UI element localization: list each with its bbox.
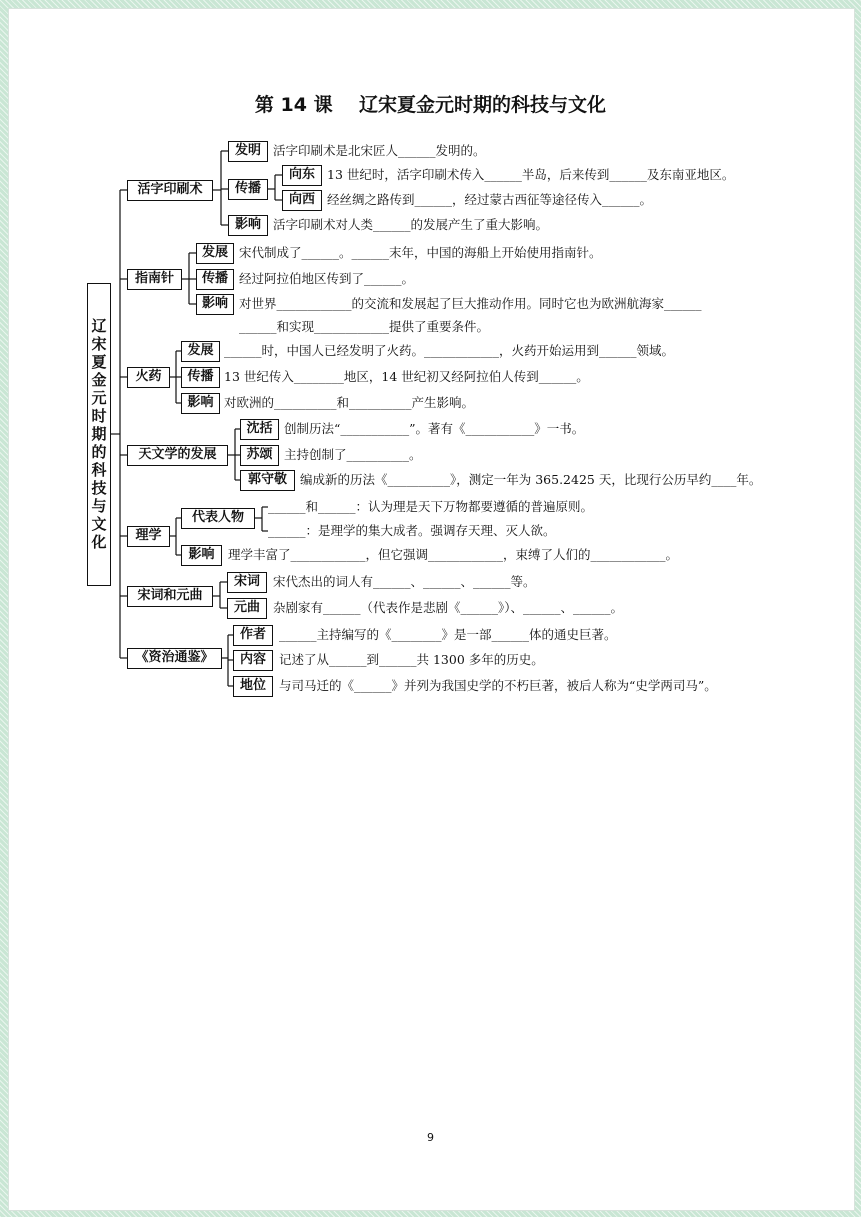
sub-box-invention: 发明 (228, 141, 268, 162)
sub-box-author: 作者 (233, 625, 273, 646)
sub-box-guo-shoujing: 郭守敬 (240, 470, 295, 491)
fill-line-neo-confucianism-influence: 理学丰富了____________，但它强调____________，束缚了人们的____________。 (228, 547, 679, 562)
fill-line-gunpowder-influence: 对欧洲的__________和__________产生影响。 (224, 395, 475, 410)
fill-line-westward: 经丝绸之路传到______，经过蒙古西征等途径传入______。 (327, 192, 653, 207)
root-topic-box: 辽宋夏金元时期的科技与文化 (87, 283, 111, 586)
page-number: 9 (427, 1131, 434, 1144)
fill-line-movable-type-influence: 活字印刷术对人类______的发展产生了重大影响。 (273, 217, 549, 232)
sub-box-influence: 影响 (196, 294, 234, 315)
fill-line-author: ______主持编写的《________》是一部______体的通史巨著。 (279, 627, 617, 642)
topic-box-zizhi-tongjian: 《资治通鉴》 (127, 648, 222, 669)
topic-box-song-ci-yuan-qu: 宋词和元曲 (127, 586, 213, 607)
sub-box-song-ci: 宋词 (227, 572, 267, 593)
topic-box-gunpowder: 火药 (127, 367, 170, 388)
sub-box-content: 内容 (233, 650, 273, 671)
fill-line-guo-shoujing: 编成新的历法《__________》，测定一年为 365.2425 天，比现行公历早约____年。 (300, 472, 762, 487)
sub-box-status: 地位 (233, 676, 273, 697)
topic-box-movable-type: 活字印刷术 (127, 180, 213, 201)
fill-line-representatives-2: ______：是理学的集大成者。强调存天理、灭人欲。 (268, 523, 556, 538)
sub-box-su-song: 苏颂 (240, 445, 279, 466)
page-title: 第 14 课 辽宋夏金元时期的科技与文化 (254, 94, 607, 116)
fill-line-movable-type-invention: 活字印刷术是北宋匠人______发明的。 (273, 143, 486, 158)
sub-box-yuan-qu: 元曲 (227, 598, 267, 619)
fill-line-gunpowder-development: ______时，中国人已经发明了火药。____________，火药开始运用到______领域。 (224, 343, 675, 358)
sub-box-westward: 向西 (282, 190, 322, 211)
fill-line-compass-spread: 经过阿拉伯地区传到了______。 (239, 271, 415, 286)
sub-box-eastward: 向东 (282, 165, 322, 186)
fill-line-status: 与司马迁的《______》并列为我国史学的不朽巨著，被后人称为“史学两司马”。 (279, 678, 717, 693)
fill-line-compass-development: 宋代制成了______。______末年，中国的海船上开始使用指南针。 (239, 245, 602, 260)
sub-box-spread: 传播 (228, 179, 268, 200)
sub-box-development: 发展 (181, 341, 220, 362)
fill-line-shen-kuo: 创制历法“___________”。著有《___________》一书。 (284, 421, 585, 436)
sub-box-influence: 影响 (181, 393, 220, 414)
sub-box-representatives: 代表人物 (181, 508, 255, 529)
fill-line-yuan-qu: 杂剧家有______（代表作是悲剧《______》）、______、______。 (273, 600, 624, 615)
fill-line-su-song: 主持创制了__________。 (284, 447, 422, 462)
sub-box-shen-kuo: 沈括 (240, 419, 279, 440)
sub-box-development: 发展 (196, 243, 234, 264)
sub-box-influence: 影响 (228, 215, 268, 236)
topic-box-astronomy: 天文学的发展 (127, 445, 228, 466)
sub-box-spread: 传播 (181, 367, 220, 388)
fill-line-representatives-1: ______和______：认为理是天下万物都要遵循的普遍原则。 (268, 499, 594, 514)
fill-line-gunpowder-spread: 13 世纪传入________地区，14 世纪初又经阿拉伯人传到______。 (224, 369, 589, 384)
fill-line-compass-influence-cont: ______和实现____________提供了重要条件。 (239, 319, 490, 334)
topic-box-compass: 指南针 (127, 269, 182, 290)
topic-box-neo-confucianism: 理学 (127, 526, 170, 547)
fill-line-content: 记述了从______到______共 1300 多年的历史。 (279, 652, 544, 667)
fill-line-eastward: 13 世纪时，活字印刷术传入______半岛，后来传到______及东南亚地区。 (327, 167, 735, 182)
fill-line-song-ci: 宋代杰出的词人有______、______、______等。 (273, 574, 536, 589)
fill-line-compass-influence: 对世界____________的交流和发展起了巨大推动作用。同时它也为欧洲航海家______ (239, 296, 702, 311)
sub-box-influence: 影响 (181, 545, 222, 566)
sub-box-spread: 传播 (196, 269, 234, 290)
